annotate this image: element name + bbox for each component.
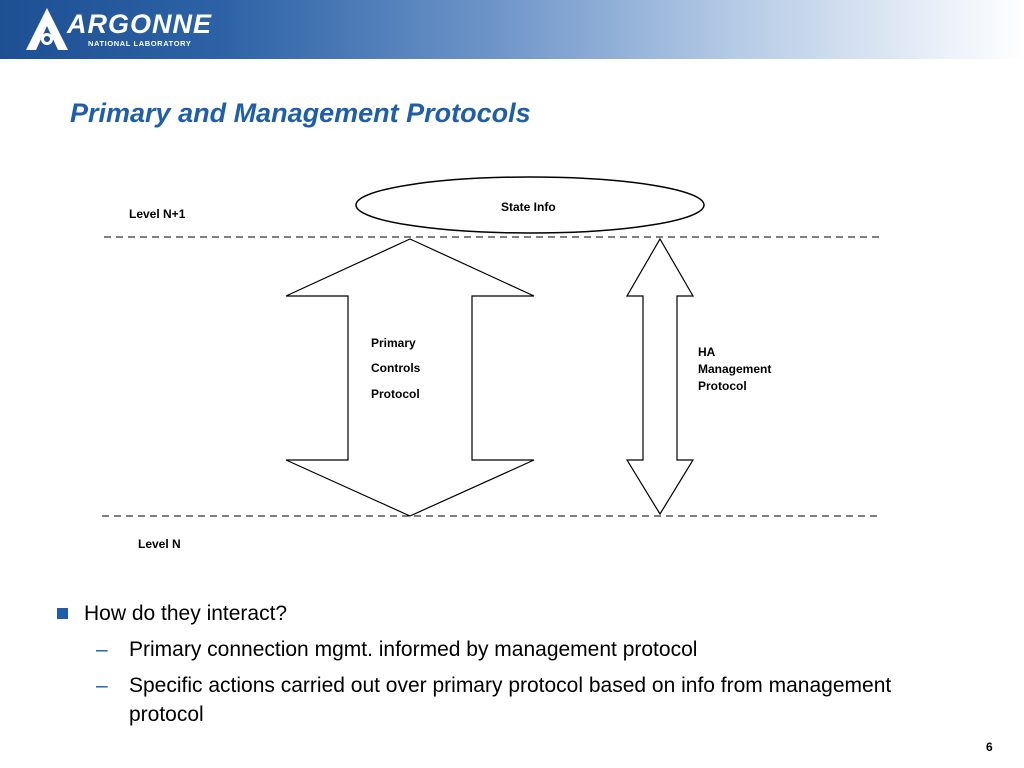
bullet-list — [56, 600, 956, 729]
state-info-label: State Info — [501, 200, 556, 214]
bullet-sub-2-text: Specific actions carried out over primary protocol based on info from management protocol — [129, 674, 892, 726]
ha-protocol-arrow — [627, 239, 693, 514]
ha-label-line2: Management — [698, 362, 772, 376]
square-bullet-icon — [57, 608, 68, 619]
dash-bullet-icon: – — [96, 638, 108, 661]
logo-subtitle: NATIONAL LABORATORY — [88, 39, 192, 48]
primary-label-line2: Controls — [371, 361, 421, 375]
primary-protocol-arrow — [286, 239, 534, 516]
bullet-sub-1-text: Primary connection mgmt. informed by management protocol — [129, 638, 698, 661]
bullet-sub-2 — [56, 671, 956, 729]
bullet-main — [56, 600, 956, 628]
bullet-sub-1 — [56, 635, 956, 664]
page-number: 6 — [986, 740, 993, 754]
level-lower-label: Level N — [138, 537, 181, 551]
slide-title: Primary and Management Protocols — [70, 98, 531, 128]
ha-label-line1: HA — [698, 345, 716, 359]
primary-label-line3: Protocol — [371, 387, 420, 401]
dash-bullet-icon: – — [96, 674, 108, 697]
logo-wordmark: ARGONNE — [67, 9, 213, 39]
level-upper-label: Level N+1 — [129, 207, 186, 221]
ha-label-line3: Protocol — [698, 379, 747, 393]
bullet-main-text: How do they interact? — [84, 602, 288, 625]
primary-label-line1: Primary — [371, 336, 416, 350]
